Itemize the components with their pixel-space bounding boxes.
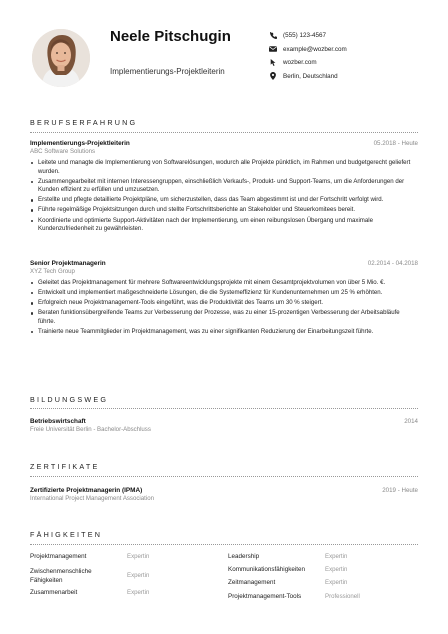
- education-entry: [30, 418, 418, 434]
- section-divider: [30, 544, 418, 545]
- list-item: Leitete und managte die Implementierung von Softwarelösungen, wodurch alle Projekte pünktlich, im Rahmen und budgetgerecht geliefert wurden.: [30, 159, 418, 176]
- section-title-experience: BERUFSERFAHRUNG: [30, 118, 138, 127]
- skill-level: Expertin: [325, 553, 348, 560]
- skill-level: Expertin: [127, 572, 150, 579]
- section-title-certificates: ZERTIFIKATE: [30, 462, 100, 471]
- list-item: Erstellte und pflegte detaillierte Projektpläne, um sicherzustellen, dass das Team abgestimmt ist und der Fortschritt verfolgt wird.: [30, 196, 418, 205]
- entry-dates: 2019 - Heute: [382, 487, 418, 494]
- skill-item: [228, 553, 418, 562]
- skill-level: Professionell: [325, 593, 360, 600]
- skill-name: Projektmanagement: [30, 553, 87, 560]
- entry-title: Implementierungs-Projektleiterin: [30, 140, 130, 147]
- section-title-education: BILDUNGSWEG: [30, 395, 109, 404]
- skill-item: [228, 566, 418, 575]
- skill-level: Expertin: [325, 579, 348, 586]
- phone-icon: [268, 31, 278, 40]
- certificate-entry: [30, 487, 418, 503]
- skill-item: [30, 568, 220, 585]
- skill-name: Leadership: [228, 553, 260, 560]
- skill-level: Expertin: [127, 589, 150, 596]
- mail-icon: [268, 45, 278, 54]
- job-title: Implementierungs-Projektleiterin: [110, 67, 225, 76]
- list-item: Erfolgreich neue Projektmanagement-Tools eingeführt, was die Produktivität des Teams um 30 % steigert.: [30, 299, 418, 308]
- entry-dates: 02.2014 - 04.2018: [367, 260, 418, 267]
- list-item: Zusammengearbeitet mit internen Interessengruppen, einschließlich Verkaufs-, Produkt- und Support-Teams, um die Anforderungen der Kunden effizient zu erfüllen und umzusetzen.: [30, 178, 418, 195]
- list-item: Geleitet das Projektmanagement für mehrere Softwareentwicklungsprojekte mit einem Gesamtprojektvolumen von über 5 Mio. €.: [30, 279, 418, 288]
- entry-issuer: International Project Management Association: [30, 495, 154, 502]
- entry-title: Zertifizierte Projektmanagerin (IPMA): [30, 487, 143, 494]
- section-title-skills: FÄHIGKEITEN: [30, 530, 103, 539]
- list-item: Entwickelt und implementiert maßgeschneiderte Lösungen, die die Systemeffizienz für Kundenunternehmen um 25 % erhöhten.: [30, 289, 418, 298]
- location-icon: [268, 72, 278, 81]
- entry-company: ABC Software Solutions: [30, 148, 96, 155]
- section-divider: [30, 132, 418, 133]
- contact-list: [268, 29, 347, 83]
- list-item: Beraten funktionsübergreifende Teams zur Verbesserung der Prozesse, was zu einer 15-prozentigen Verbesserung der Arbeitsabläufe führte.: [30, 309, 418, 326]
- skill-name: Projektmanagement-Tools: [228, 593, 302, 600]
- experience-entry-1: [30, 140, 418, 235]
- contact-location: [268, 70, 347, 84]
- link-icon: [268, 58, 278, 67]
- skill-item: [30, 553, 220, 562]
- section-divider: [30, 476, 418, 477]
- skill-level: Expertin: [325, 566, 348, 573]
- bullet-list: [30, 279, 418, 337]
- contact-phone[interactable]: [268, 29, 347, 43]
- entry-dates: 05.2018 - Heute: [373, 140, 418, 147]
- contact-email[interactable]: [268, 43, 347, 57]
- section-divider: [30, 408, 418, 409]
- skill-item: [228, 593, 418, 602]
- skill-name: Kommunikationsfähigkeiten: [228, 566, 306, 573]
- list-item: Koordinierte und optimierte Support-Aktivitäten nach der Implementierung, um einen reibungslosen Übergang und maximale Kundenzufriedenheit zu gewährleisten.: [30, 217, 418, 234]
- location-text: Berlin, Deutschland: [283, 72, 338, 80]
- list-item: Führte regelmäßige Projektsitzungen durch und stellte Fortschrittsberichte an Stakeholder und Steuerkomitees bereit.: [30, 206, 418, 215]
- email-text: example@wozber.com: [283, 45, 347, 53]
- list-item: Trainierte neue Teammitglieder im Projektmanagement, was zu einer signifikanten Reduzierung der Einarbeitungszeit führte.: [30, 328, 418, 337]
- entry-institution: Freie Universität Berlin - Bachelor-Abschluss: [30, 426, 151, 433]
- profile-photo: [32, 29, 90, 87]
- experience-entry-2: [30, 260, 418, 338]
- bullet-list: [30, 159, 418, 234]
- contact-website[interactable]: [268, 56, 347, 70]
- entry-title: Betriebswirtschaft: [30, 418, 86, 425]
- skill-name: Zusammenarbeit: [30, 589, 78, 596]
- entry-dates: 2014: [404, 418, 418, 425]
- website-text: wozber.com: [283, 59, 317, 67]
- entry-title: Senior Projektmanagerin: [30, 260, 106, 267]
- entry-company: XYZ Tech Group: [30, 268, 75, 275]
- skill-item: [228, 579, 418, 588]
- phone-text: (555) 123-4567: [283, 32, 327, 40]
- person-name: Neele Pitschugin: [110, 28, 231, 45]
- skill-name: Zeitmanagement: [228, 579, 276, 586]
- skill-name: Zwischenmenschliche Fähigkeiten: [30, 568, 92, 584]
- skill-item: [30, 589, 220, 598]
- skill-level: Expertin: [127, 553, 150, 560]
